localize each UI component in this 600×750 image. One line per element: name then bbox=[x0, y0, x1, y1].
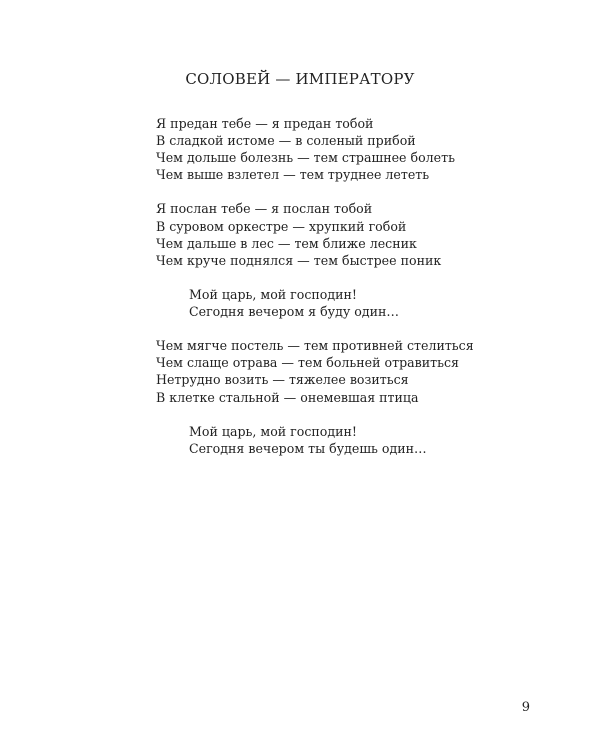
stanza-2 bbox=[156, 200, 556, 268]
poem-body bbox=[156, 115, 556, 474]
refrain-1 bbox=[156, 286, 556, 320]
poem-title: СОЛОВЕЙ — ИМПЕРАТОРУ bbox=[185, 70, 415, 88]
poem-line: В клетке стальной — онемевшая птица bbox=[156, 389, 419, 405]
stanza-3 bbox=[156, 337, 556, 405]
poem-line: Я послан тебе — я послан тобой bbox=[156, 201, 373, 217]
stanza-1 bbox=[156, 115, 556, 183]
poem-line: Чем круче поднялся — тем быстрее поник bbox=[156, 252, 442, 268]
refrain-line: Сегодня вечером я буду один… bbox=[189, 304, 399, 320]
poem-line: Чем выше взлетел — тем труднее лететь bbox=[156, 167, 430, 183]
refrain-2 bbox=[156, 423, 556, 457]
refrain-line: Мой царь, мой господин! bbox=[189, 286, 357, 302]
poem-line: Чем мягче постель — тем противней стелиться bbox=[156, 338, 474, 354]
refrain-line: Мой царь, мой господин! bbox=[189, 423, 357, 439]
poem-line: Нетрудно возить — тяжелее возиться bbox=[156, 372, 409, 388]
poem-line: Чем слаще отрава — тем больней отравиться bbox=[156, 355, 459, 371]
poem-line: Чем дальше в лес — тем ближе лесник bbox=[156, 235, 417, 251]
poem-line: Чем дольше болезнь — тем страшнее болеть bbox=[156, 150, 455, 166]
page-number: 9 bbox=[521, 700, 530, 715]
poem-line: В суровом оркестре — хрупкий гобой bbox=[156, 218, 407, 234]
refrain-line: Сегодня вечером ты будешь один… bbox=[189, 440, 427, 456]
poem-line: В сладкой истоме — в соленый прибой bbox=[156, 133, 416, 149]
poem-line: Я предан тебе — я предан тобой bbox=[156, 116, 374, 131]
